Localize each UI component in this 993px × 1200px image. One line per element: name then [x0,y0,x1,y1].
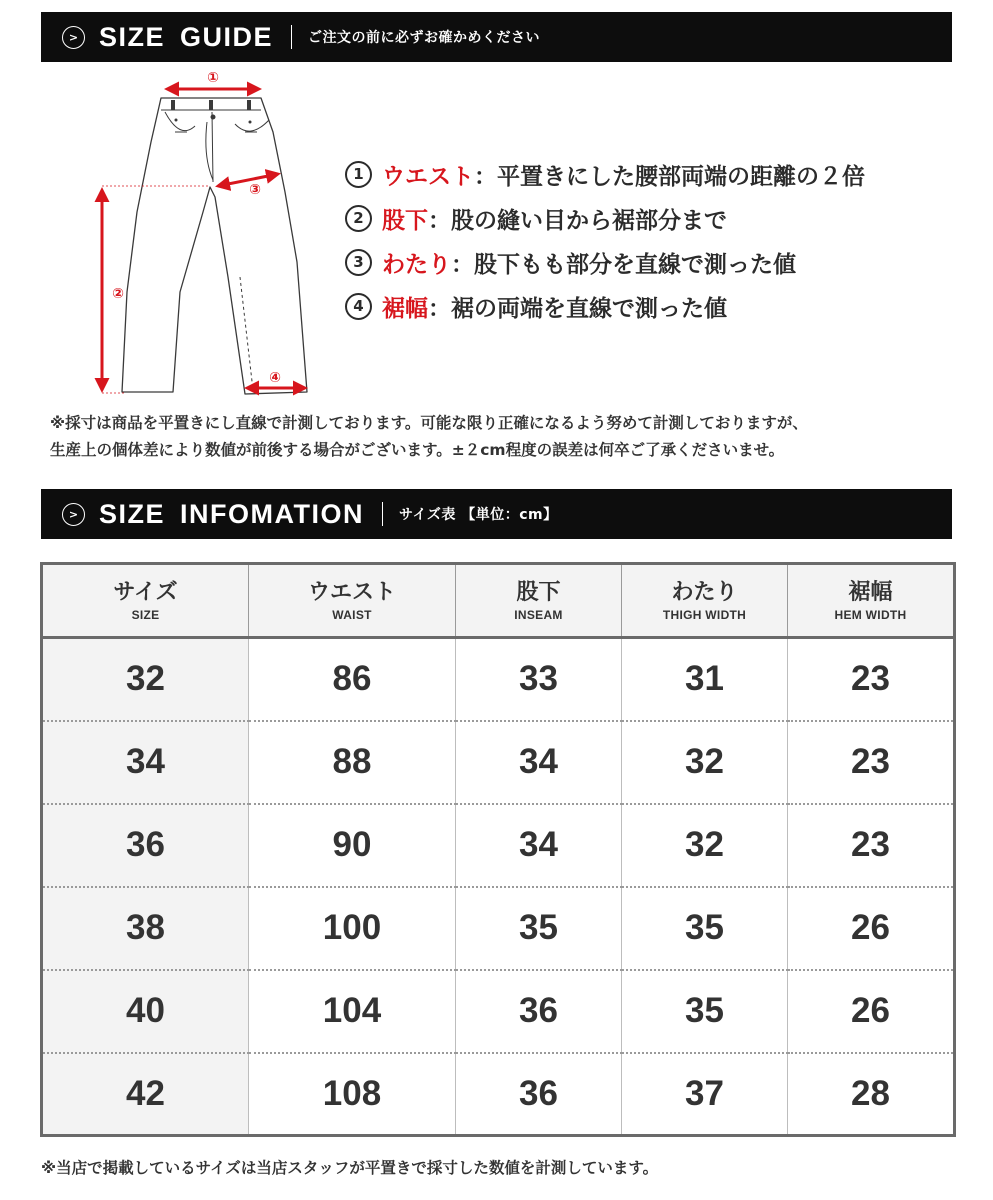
cell-inseam: 36 [456,1053,622,1136]
size-info-banner [41,489,952,539]
cell-waist: 90 [249,804,456,887]
cell-hem-width: 26 [788,887,955,970]
table-row [42,638,955,721]
step-description: ：裾の両端を直線で測った値 [428,295,727,322]
size-info-subtitle: サイズ表 【単位：cm】 [399,507,558,523]
cell-hem-width: 26 [788,970,955,1053]
step-thigh [345,240,865,284]
step-description: ：平置きにした腰部両端の距離の２倍 [474,163,865,190]
step-inseam [345,196,865,240]
measurement-note [50,410,808,464]
table-row [42,887,955,970]
header-hem-width: 裾幅 HEM WIDTH [788,564,955,638]
cell-thigh-width: 32 [622,804,788,887]
cell-thigh-width: 32 [622,721,788,804]
step-description: ：股下もも部分を直線で測った値 [451,251,796,278]
cell-hem-width: 28 [851,1073,890,1113]
cell-hem-width: 23 [788,804,955,887]
header-inseam: 股下 INSEAM [456,564,622,638]
measurement-steps [345,152,865,328]
cell-inseam: 35 [456,887,622,970]
cell-size: 34 [42,721,249,804]
cell-thigh-width: 37 [622,1053,788,1136]
chevron-right-icon: > [62,503,85,526]
cell-thigh-width: 35 [622,887,788,970]
table-row [42,721,955,804]
chevron-right-icon: > [62,26,85,49]
size-table [40,562,956,1137]
step-hem [345,284,865,328]
cell-hem-width: 23 [788,721,955,804]
cell-size: 42 [42,1053,249,1136]
step-term: 裾幅 [382,295,428,322]
cell-inseam: 34 [456,804,622,887]
diagram-label-waist: ① [207,70,219,86]
size-guide-banner [41,12,952,62]
step-term: ウエスト [382,163,474,190]
cell-waist: 88 [249,721,456,804]
cell-inseam: 33 [456,638,622,721]
cell-waist: 86 [249,638,456,721]
note-line: ※採寸は商品を平置きにし直線で計測しております。可能な限り正確になるよう努めて計測しておりますが、 [50,414,808,432]
step-term: わたり [382,251,451,278]
cell-thigh-width: 31 [622,638,788,721]
cell-hem-width: 23 [788,638,955,721]
cell-size: 36 [42,804,249,887]
size-guide-subtitle: ご注文の前に必ずお確かめください [308,30,541,46]
cell-thigh-width: 35 [622,970,788,1053]
size-info-title: SIZE INFOMATION [99,498,364,529]
note-line: 生産上の個体差により数値が前後する場合がございます。±２cm程度の誤差は何卒ご了承くださいませ。 [50,441,785,459]
cell-size: 38 [42,887,249,970]
cell-size: 40 [42,970,249,1053]
diagram-label-inseam: ② [112,286,124,302]
table-row [42,804,955,887]
cell-waist: 104 [249,970,456,1053]
cell-size: 32 [42,638,249,721]
header-thigh-width: わたり THIGH WIDTH [622,564,788,638]
cell-waist: 100 [249,887,456,970]
step-number: 1 [345,161,372,188]
step-term: 股下 [382,207,428,234]
header-waist: ウエスト WAIST [249,564,456,638]
cell-inseam: 36 [456,970,622,1053]
pants-measurement-diagram [85,62,335,402]
header-size: サイズ SIZE [42,564,249,638]
step-number: 3 [345,249,372,276]
diagram-label-thigh: ③ [249,182,261,198]
step-waist [345,152,865,196]
step-number: 2 [345,205,372,232]
banner-divider [291,25,292,49]
step-description: ：股の縫い目から裾部分まで [428,207,727,234]
footer-note: ※当店で掲載しているサイズは当店スタッフが平置きで採寸した数値を計測しています。 [41,1159,659,1177]
step-number: 4 [345,293,372,320]
banner-divider [382,502,383,526]
cell-inseam: 34 [456,721,622,804]
table-row [42,1053,955,1136]
size-guide-title: SIZE GUIDE [99,21,274,52]
table-row [42,970,955,1053]
diagram-label-hem: ④ [269,370,281,386]
cell-waist: 108 [249,1053,456,1136]
table-header-row [42,564,955,638]
